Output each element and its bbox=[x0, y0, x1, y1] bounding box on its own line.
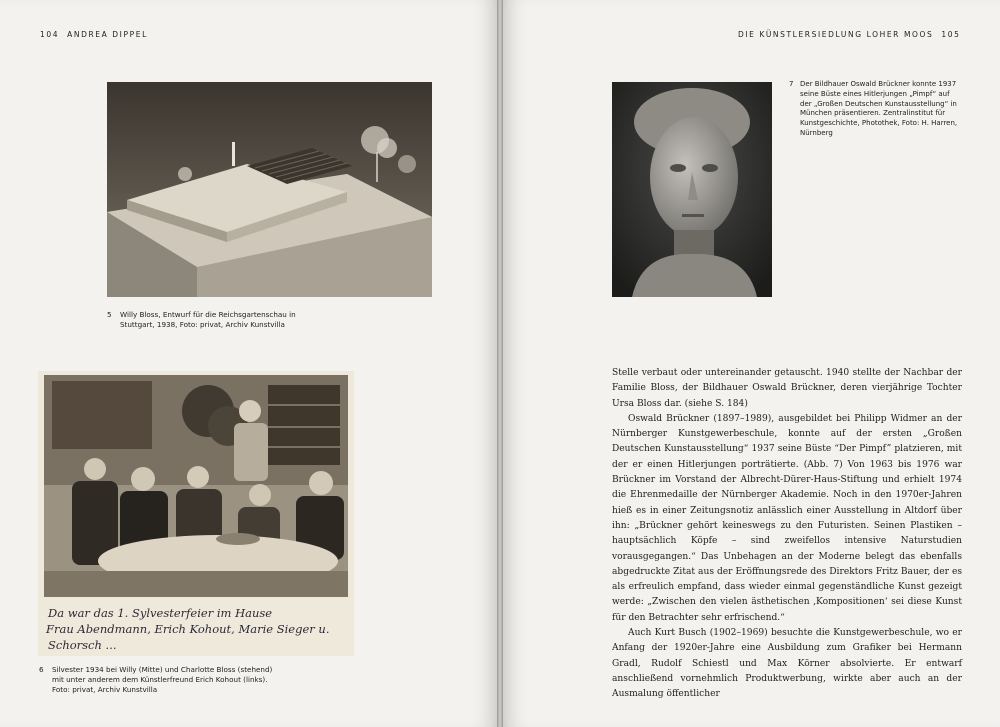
architecture-model-image bbox=[107, 82, 432, 297]
left-head-title: ANDREA DIPPEL bbox=[67, 30, 148, 39]
figure-5-photo bbox=[107, 82, 432, 297]
bust-sculpture-image bbox=[612, 82, 772, 297]
figure-5-caption bbox=[107, 310, 320, 330]
paragraph-2: Oswald Brückner (1897–1989), ausgebildet bei Philipp Widmer an der Nürnberger Kunstgewerbeschule, konnte auf der ersten „Großen Deutschen Kunstausstellung“ 1937 seine Büste “Der Pimpf” platzieren, mit der er einen Hitlerjungen porträtierte. (Abb. 7) Von 1963 bis 1976 war Brückner im Vorstand der Albrecht-Dürer-Haus-Stiftung und erhielt 1974 die Ehrenmedaille der Nürnberger Akademie. Noch in den 1970er-Jahren hieß es in einer Zeitungsnotiz anlässlich einer Ausstellung in Altdorf über ihn: „Brückner gehört keineswegs zu den Futuristen. Seinen Plastiken – hauptsächlich Köpfe – sind zweifellos intensive Naturstudien vorausgegangen.“ Das Unbehagen an der Moderne belegt das ebenfalls abgedruckte Zitat aus der Eröffnungsrede des Direktors Fritz Bauer, der es als erfreulich empfand, dass wieder einmal gegenständliche Kunst gezeigt werde: „Zwischen den vielen ästhetischen ‚Kompositionen‘ sei diese Kunst für den Betrachter sehr erfrischend.“ bbox=[612, 413, 962, 623]
group-photo-image bbox=[38, 371, 354, 656]
figure-6-caption-text: Silvester 1934 bei Willy (Mitte) und Charlotte Bloss (stehend) mit unter anderem dem Künstlerfreund Erich Kohout (links). Foto: privat, Archiv Kunstvilla bbox=[52, 665, 273, 694]
right-head-title: DIE KÜNSTLERSIEDLUNG LOHER MOOS bbox=[738, 30, 934, 39]
figure-7-caption-text: Der Bildhauer Oswald Brückner konnte 1937 seine Büste eines Hitlerjungen „Pimpf“ auf der „Großen Deutschen Kunstausstellung“ in München präsentieren. Zentralinstitut für Kunstgeschichte, Photothek, Foto: H. Harren, Nürnberg bbox=[800, 80, 958, 137]
figure-5-caption-text: Willy Bloss, Entwurf für die Reichsgartenschau in Stuttgart, 1938, Foto: privat, Archiv Kunstvilla bbox=[120, 310, 296, 329]
left-page-number: 104 bbox=[40, 30, 60, 39]
figure-7-photo bbox=[612, 82, 772, 297]
right-running-head bbox=[738, 30, 961, 39]
figure-7-number: 7 bbox=[789, 80, 794, 88]
figure-6-photo bbox=[38, 371, 354, 656]
handwriting-line-3: Schorsch ... bbox=[48, 638, 117, 652]
left-running-head bbox=[40, 30, 148, 39]
paragraph-3: Auch Kurt Busch (1902–1969) besuchte die Kunstgewerbeschule, wo er Anfang der 1920er-Jahre eine Ausbildung zum Grafiker bei Hermann Gradl, Rudolf Schiestl und Max Körner absolvierte. Er entwarf anschließend vornehmlich Produktwerbung, wirkte aber auch an der Ausmalung öffentlicher bbox=[612, 628, 962, 700]
figure-7-caption bbox=[789, 80, 960, 139]
handwriting-line-1: Da war das 1. Sylvesterfeier im Hause bbox=[48, 606, 273, 620]
handwriting-line-2: Frau Abendmann, Erich Kohout, Marie Sieger u. bbox=[46, 622, 330, 636]
right-page-number: 105 bbox=[941, 30, 961, 39]
figure-6-caption bbox=[39, 665, 284, 695]
body-text bbox=[612, 366, 962, 703]
figure-5-number: 5 bbox=[107, 310, 112, 319]
paragraph-1: Stelle verbaut oder untereinander getauscht. 1940 stellte der Nachbar der Familie Bloss, der Bildhauer Oswald Brückner, deren vierjährige Tochter Ursa Bloss dar. (siehe S. 184) bbox=[612, 368, 962, 409]
figure-6-number: 6 bbox=[39, 665, 44, 674]
